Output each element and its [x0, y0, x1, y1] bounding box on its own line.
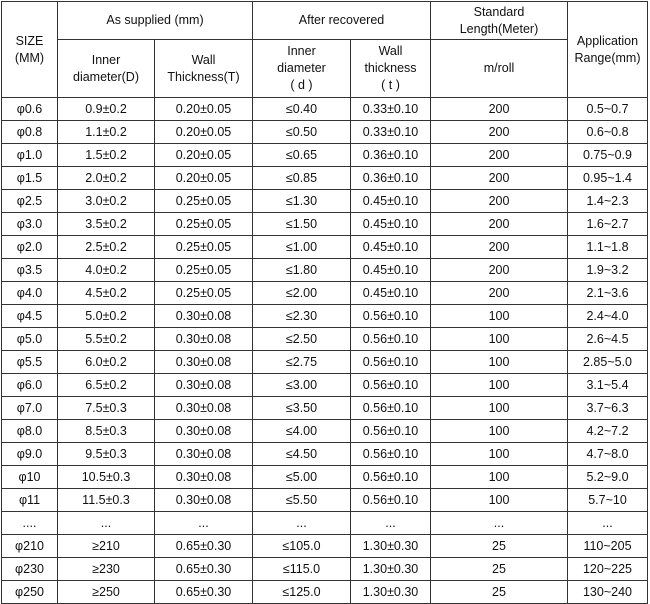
cell-inner-diameter: 1.5±0.2	[58, 144, 155, 167]
cell-length: 100	[431, 328, 568, 351]
table-row	[2, 581, 648, 604]
table-body	[2, 98, 648, 604]
cell-length: 200	[431, 167, 568, 190]
cell-recovered-inner: ≤2.30	[253, 305, 351, 328]
header-wall-thickness-label: Wall	[191, 52, 216, 67]
cell-recovered-wall: 0.45±0.10	[351, 282, 431, 305]
cell-length: 25	[431, 535, 568, 558]
cell-wall-thickness: 0.25±0.05	[155, 213, 253, 236]
cell-length: 200	[431, 236, 568, 259]
table-row	[2, 420, 648, 443]
table-row	[2, 535, 648, 558]
cell-length: ...	[431, 512, 568, 535]
cell-length: 100	[431, 305, 568, 328]
cell-application: 0.75~0.9	[568, 144, 648, 167]
cell-recovered-wall: 0.56±0.10	[351, 420, 431, 443]
cell-application: 1.9~3.2	[568, 259, 648, 282]
cell-application: 2.1~3.6	[568, 282, 648, 305]
header-application-label: Application	[576, 33, 639, 48]
cell-recovered-wall: 0.56±0.10	[351, 328, 431, 351]
header-application-label-2: Range(mm)	[574, 50, 641, 65]
cell-size: φ6.0	[2, 374, 58, 397]
cell-inner-diameter: 3.0±0.2	[58, 190, 155, 213]
header-standard-length	[431, 2, 568, 40]
cell-inner-diameter: ...	[58, 512, 155, 535]
table-row	[2, 190, 648, 213]
table-row	[2, 98, 648, 121]
cell-application: 0.95~1.4	[568, 167, 648, 190]
header-size	[2, 2, 58, 98]
cell-length: 100	[431, 397, 568, 420]
cell-inner-diameter: 3.5±0.2	[58, 213, 155, 236]
cell-wall-thickness: 0.65±0.30	[155, 535, 253, 558]
cell-application: 2.85~5.0	[568, 351, 648, 374]
cell-size: φ4.5	[2, 305, 58, 328]
cell-wall-thickness: 0.30±0.08	[155, 328, 253, 351]
cell-wall-thickness: ...	[155, 512, 253, 535]
cell-wall-thickness: 0.20±0.05	[155, 98, 253, 121]
cell-recovered-wall: 1.30±0.30	[351, 558, 431, 581]
cell-wall-thickness: 0.65±0.30	[155, 558, 253, 581]
cell-size: φ0.8	[2, 121, 58, 144]
cell-wall-thickness: 0.30±0.08	[155, 351, 253, 374]
table-row	[2, 167, 648, 190]
cell-application: 5.7~10	[568, 489, 648, 512]
header-application-range	[568, 2, 648, 98]
cell-application: 4.2~7.2	[568, 420, 648, 443]
table-row	[2, 489, 648, 512]
cell-inner-diameter: 0.9±0.2	[58, 98, 155, 121]
cell-wall-thickness: 0.65±0.30	[155, 581, 253, 604]
cell-length: 100	[431, 374, 568, 397]
cell-recovered-inner: ≤2.00	[253, 282, 351, 305]
cell-length: 25	[431, 558, 568, 581]
header-wall-thickness-label-2: Thickness(T)	[167, 69, 240, 84]
cell-recovered-wall: 0.36±0.10	[351, 167, 431, 190]
cell-inner-diameter: 6.5±0.2	[58, 374, 155, 397]
cell-recovered-wall: 1.30±0.30	[351, 581, 431, 604]
cell-wall-thickness: 0.30±0.08	[155, 305, 253, 328]
cell-length: 100	[431, 466, 568, 489]
cell-size: φ1.5	[2, 167, 58, 190]
cell-inner-diameter: 1.1±0.2	[58, 121, 155, 144]
cell-size: φ7.0	[2, 397, 58, 420]
cell-wall-thickness: 0.20±0.05	[155, 144, 253, 167]
cell-recovered-wall: 0.56±0.10	[351, 397, 431, 420]
cell-application: 2.4~4.0	[568, 305, 648, 328]
header-standard-length-label-2: Length(Meter)	[459, 21, 539, 36]
table-row	[2, 328, 648, 351]
cell-application: 1.4~2.3	[568, 190, 648, 213]
cell-recovered-inner: ≤105.0	[253, 535, 351, 558]
cell-application: 1.6~2.7	[568, 213, 648, 236]
header-inner-diameter-label-2: diameter(D)	[73, 69, 139, 84]
cell-wall-thickness: 0.25±0.05	[155, 236, 253, 259]
cell-inner-diameter: 11.5±0.3	[58, 489, 155, 512]
table-row	[2, 236, 648, 259]
cell-wall-thickness: 0.30±0.08	[155, 466, 253, 489]
cell-recovered-wall: 0.56±0.10	[351, 489, 431, 512]
cell-inner-diameter: ≥250	[58, 581, 155, 604]
cell-recovered-inner: ≤0.65	[253, 144, 351, 167]
cell-length: 25	[431, 581, 568, 604]
cell-recovered-wall: 0.56±0.10	[351, 374, 431, 397]
cell-recovered-inner: ≤4.50	[253, 443, 351, 466]
cell-recovered-inner: ≤2.75	[253, 351, 351, 374]
cell-application: 4.7~8.0	[568, 443, 648, 466]
cell-wall-thickness: 0.25±0.05	[155, 282, 253, 305]
cell-recovered-inner: ≤2.50	[253, 328, 351, 351]
cell-size: φ2.5	[2, 190, 58, 213]
cell-length: 200	[431, 121, 568, 144]
cell-length: 200	[431, 282, 568, 305]
cell-application: 0.6~0.8	[568, 121, 648, 144]
cell-recovered-wall: 0.56±0.10	[351, 305, 431, 328]
cell-application: ...	[568, 512, 648, 535]
cell-wall-thickness: 0.30±0.08	[155, 374, 253, 397]
cell-length: 100	[431, 489, 568, 512]
header-inner-diameter	[58, 40, 155, 98]
cell-size: φ11	[2, 489, 58, 512]
header-rec-inner-label-3: ( d )	[290, 77, 313, 92]
cell-recovered-inner: ≤0.85	[253, 167, 351, 190]
header-recovered-wall-thickness	[351, 40, 431, 98]
cell-length: 200	[431, 144, 568, 167]
cell-size: ....	[2, 512, 58, 535]
cell-inner-diameter: 8.5±0.3	[58, 420, 155, 443]
cell-size: φ5.0	[2, 328, 58, 351]
cell-recovered-wall: 0.56±0.10	[351, 466, 431, 489]
cell-recovered-inner: ≤1.00	[253, 236, 351, 259]
cell-size: φ3.0	[2, 213, 58, 236]
cell-recovered-inner: ≤1.30	[253, 190, 351, 213]
cell-recovered-inner: ≤115.0	[253, 558, 351, 581]
cell-size: φ1.0	[2, 144, 58, 167]
cell-inner-diameter: 7.5±0.3	[58, 397, 155, 420]
header-rec-wall-label: Wall	[378, 44, 403, 59]
header-unit-m-roll: m/roll	[431, 40, 568, 98]
header-inner-diameter-label: Inner	[91, 52, 121, 67]
cell-recovered-wall: ...	[351, 512, 431, 535]
cell-recovered-wall: 0.36±0.10	[351, 144, 431, 167]
cell-inner-diameter: 9.5±0.3	[58, 443, 155, 466]
cell-inner-diameter: 5.5±0.2	[58, 328, 155, 351]
header-standard-length-label: Standard	[473, 4, 525, 19]
cell-size: φ5.5	[2, 351, 58, 374]
cell-wall-thickness: 0.25±0.05	[155, 190, 253, 213]
cell-application: 1.1~1.8	[568, 236, 648, 259]
cell-inner-diameter: 5.0±0.2	[58, 305, 155, 328]
table-row	[2, 213, 648, 236]
header-rec-wall-label-2: thickness	[364, 61, 417, 76]
cell-size: φ9.0	[2, 443, 58, 466]
cell-recovered-inner: ≤0.50	[253, 121, 351, 144]
cell-application: 0.5~0.7	[568, 98, 648, 121]
cell-recovered-inner: ≤1.50	[253, 213, 351, 236]
cell-inner-diameter: ≥230	[58, 558, 155, 581]
cell-inner-diameter: 10.5±0.3	[58, 466, 155, 489]
cell-recovered-wall: 0.33±0.10	[351, 98, 431, 121]
cell-recovered-inner: ≤125.0	[253, 581, 351, 604]
cell-size: φ10	[2, 466, 58, 489]
cell-recovered-inner: ...	[253, 512, 351, 535]
cell-recovered-wall: 0.45±0.10	[351, 236, 431, 259]
cell-recovered-wall: 0.56±0.10	[351, 351, 431, 374]
header-recovered-inner-diameter	[253, 40, 351, 98]
cell-size: φ8.0	[2, 420, 58, 443]
header-rec-inner-label-2: diameter	[277, 61, 326, 76]
cell-recovered-inner: ≤5.50	[253, 489, 351, 512]
cell-wall-thickness: 0.25±0.05	[155, 259, 253, 282]
cell-inner-diameter: 4.5±0.2	[58, 282, 155, 305]
cell-size: φ3.5	[2, 259, 58, 282]
cell-application: 3.1~5.4	[568, 374, 648, 397]
cell-recovered-inner: ≤0.40	[253, 98, 351, 121]
table-row	[2, 443, 648, 466]
cell-recovered-wall: 0.33±0.10	[351, 121, 431, 144]
cell-application: 5.2~9.0	[568, 466, 648, 489]
cell-wall-thickness: 0.30±0.08	[155, 443, 253, 466]
cell-size: φ250	[2, 581, 58, 604]
cell-recovered-wall: 1.30±0.30	[351, 535, 431, 558]
header-size-label: SIZE	[15, 33, 44, 48]
table-row	[2, 351, 648, 374]
cell-size: φ0.6	[2, 98, 58, 121]
cell-length: 100	[431, 443, 568, 466]
cell-wall-thickness: 0.30±0.08	[155, 420, 253, 443]
table-row	[2, 282, 648, 305]
cell-recovered-wall: 0.56±0.10	[351, 443, 431, 466]
cell-recovered-wall: 0.45±0.10	[351, 259, 431, 282]
table-row	[2, 305, 648, 328]
header-as-supplied: As supplied (mm)	[58, 2, 253, 40]
cell-size: φ4.0	[2, 282, 58, 305]
table-row	[2, 466, 648, 489]
cell-length: 100	[431, 420, 568, 443]
cell-wall-thickness: 0.20±0.05	[155, 167, 253, 190]
cell-application: 3.7~6.3	[568, 397, 648, 420]
table-row	[2, 144, 648, 167]
cell-recovered-inner: ≤3.50	[253, 397, 351, 420]
table-row	[2, 259, 648, 282]
cell-length: 200	[431, 259, 568, 282]
header-wall-thickness	[155, 40, 253, 98]
cell-size: φ2.0	[2, 236, 58, 259]
table-row	[2, 558, 648, 581]
cell-length: 200	[431, 190, 568, 213]
header-rec-inner-label: Inner	[287, 44, 316, 59]
cell-recovered-wall: 0.45±0.10	[351, 190, 431, 213]
cell-application: 2.6~4.5	[568, 328, 648, 351]
cell-wall-thickness: 0.30±0.08	[155, 397, 253, 420]
cell-inner-diameter: 2.5±0.2	[58, 236, 155, 259]
cell-length: 200	[431, 213, 568, 236]
cell-inner-diameter: 6.0±0.2	[58, 351, 155, 374]
cell-wall-thickness: 0.20±0.05	[155, 121, 253, 144]
header-rec-wall-label-3: ( t )	[381, 77, 400, 92]
cell-inner-diameter: 2.0±0.2	[58, 167, 155, 190]
cell-recovered-inner: ≤5.00	[253, 466, 351, 489]
cell-recovered-inner: ≤4.00	[253, 420, 351, 443]
cell-inner-diameter: ≥210	[58, 535, 155, 558]
table-row-ellipsis	[2, 512, 648, 535]
cell-application: 130~240	[568, 581, 648, 604]
header-after-recovered: After recovered	[253, 2, 431, 40]
cell-application: 120~225	[568, 558, 648, 581]
cell-application: 110~205	[568, 535, 648, 558]
cell-length: 100	[431, 351, 568, 374]
cell-recovered-wall: 0.45±0.10	[351, 213, 431, 236]
cell-recovered-inner: ≤3.00	[253, 374, 351, 397]
cell-inner-diameter: 4.0±0.2	[58, 259, 155, 282]
cell-wall-thickness: 0.30±0.08	[155, 489, 253, 512]
table-row	[2, 374, 648, 397]
spec-table	[1, 1, 648, 604]
cell-size: φ210	[2, 535, 58, 558]
cell-size: φ230	[2, 558, 58, 581]
header-size-unit: (MM)	[14, 50, 45, 65]
table-row	[2, 121, 648, 144]
cell-length: 200	[431, 98, 568, 121]
table-row	[2, 397, 648, 420]
cell-recovered-inner: ≤1.80	[253, 259, 351, 282]
